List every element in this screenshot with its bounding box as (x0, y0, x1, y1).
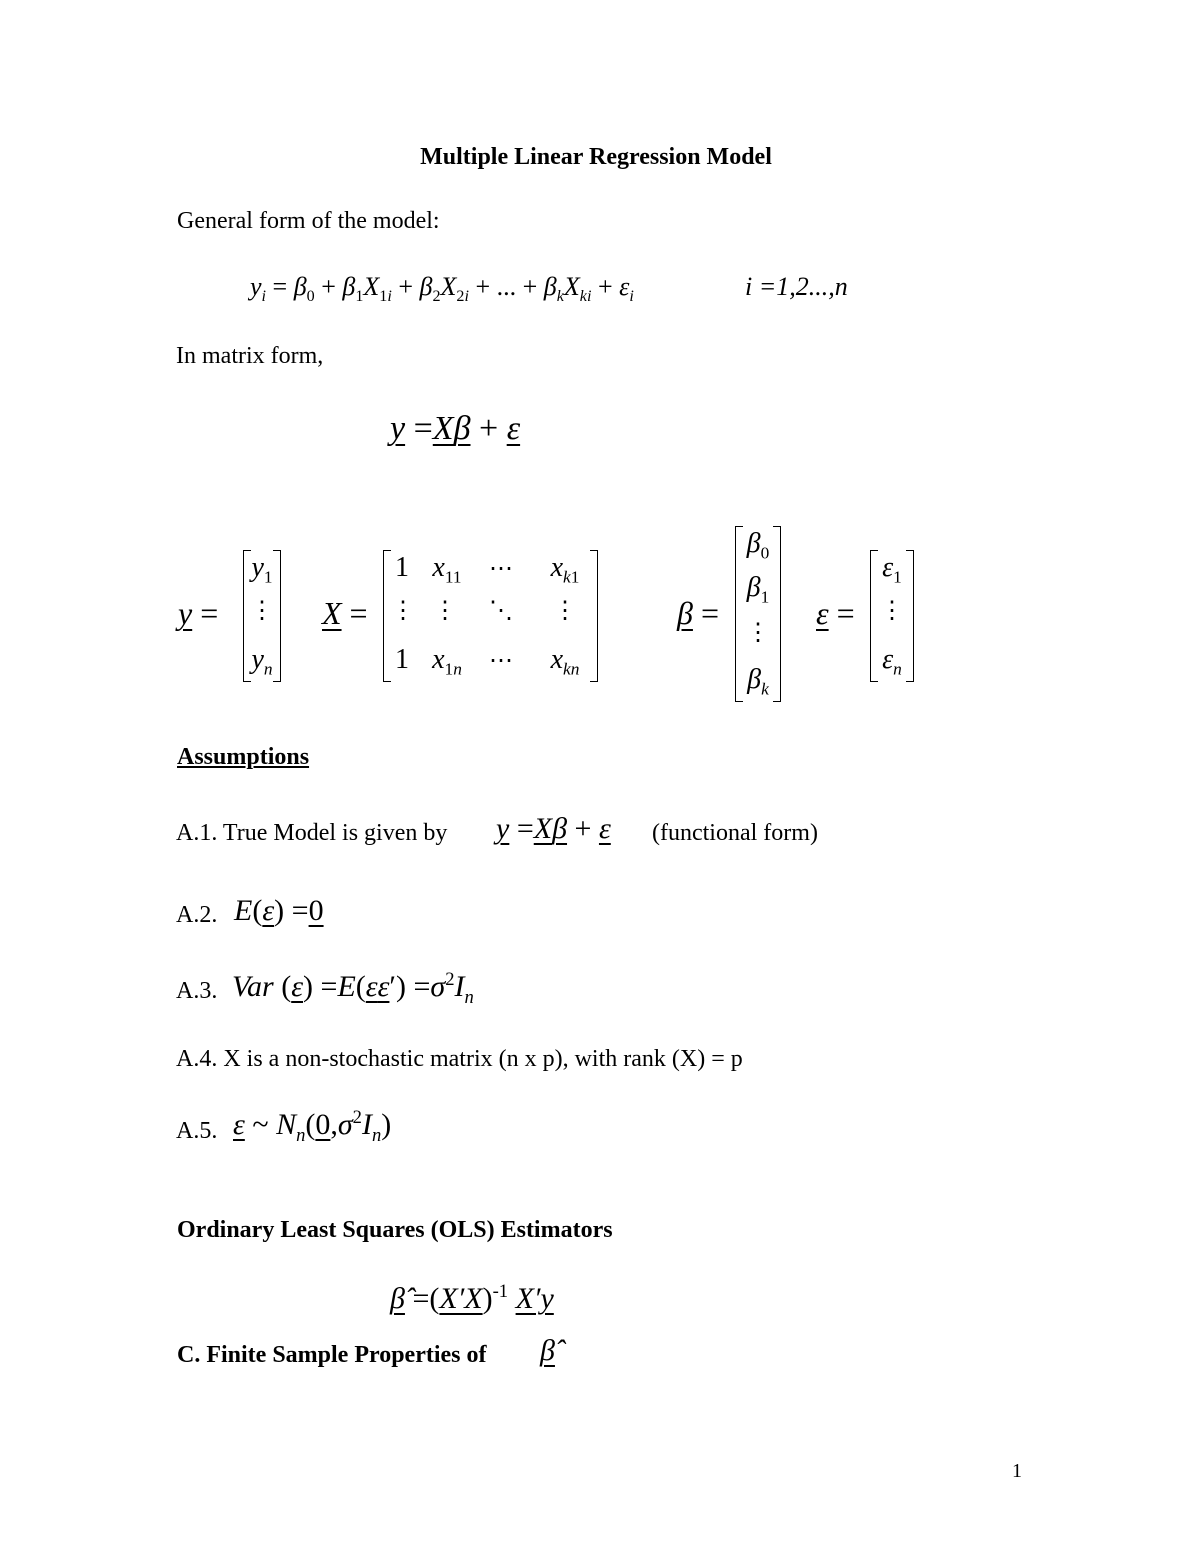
ols-heading: Ordinary Least Squares (OLS) Estimators (177, 1217, 613, 1243)
assumption-a4-text: X is a non-stochastic matrix (n x p), with rank (X) = p (223, 1046, 743, 1072)
page-number: 1 (1012, 1460, 1022, 1482)
model-equation-index: i =1,2...,n (745, 272, 848, 301)
assumption-label: A.1. (176, 820, 218, 846)
y-vector-label: y = (178, 595, 219, 631)
ols-estimator-equation: β̂ $=(X'X)^{-1}$ X′y (390, 1281, 554, 1315)
assumption-a1 (176, 820, 447, 847)
assumption-a1-equation: y =Xβ + ε (496, 812, 611, 845)
assumptions-heading: Assumptions (177, 744, 310, 770)
assumption-a3-equation: Var $(\varepsilon) =E(\varepsilon\varepsilon') =\sigma^2I_n$ (232, 969, 474, 1008)
assumption-label: A.2. (176, 902, 218, 928)
epsilon-vector-label: ε = (816, 595, 855, 631)
beta-vector: $\beta_0$ $\beta_1$ ⋮ $\beta_k$ (735, 526, 781, 702)
assumption-label: A.3. (176, 978, 218, 1004)
assumption-label: A.5. (176, 1118, 218, 1144)
model-equation: $y_i = \beta_0 + \beta_1X_{1i} + \beta_2X_{2i}$ + ... + $\beta_kX_{ki} + \varepsilon_i$ (250, 272, 634, 306)
beta-vector-label: β = (677, 595, 719, 631)
assumption-label: A.4. (176, 1046, 218, 1072)
matrix-equation: y =Xβ + ε (390, 410, 521, 447)
assumption-a1-text: True Model is given by (222, 820, 448, 846)
page-title: Multiple Linear Regression Model (420, 144, 772, 170)
assumption-a4 (176, 1046, 743, 1073)
x-matrix-label: X = (322, 595, 368, 631)
assumption-a2-equation: E(ε) =0 (234, 894, 324, 927)
section-c-heading: C. Finite Sample Properties of (177, 1342, 487, 1368)
y-vector: $y_1$ ⋮ $y_n$ (243, 550, 281, 682)
beta-hat-symbol: β̂ (540, 1334, 555, 1367)
assumption-a1-note: (functional form) (652, 820, 818, 846)
assumption-a5-equation: ε ~ $N_n(0,\sigma^2I_n)$ (233, 1107, 392, 1146)
x-matrix: 1 $x_{11}$ ⋯ $x_{k1}$ ⋮ ⋮ ⋱ ⋮ 1 $x_{1n}$ ⋯ $x_{kn}$ (383, 550, 598, 682)
matrix-form-label: In matrix form, (176, 343, 324, 369)
general-form-label: General form of the model: (177, 208, 440, 234)
epsilon-vector: $\varepsilon_1$ ⋮ $\varepsilon_n$ (870, 550, 914, 682)
